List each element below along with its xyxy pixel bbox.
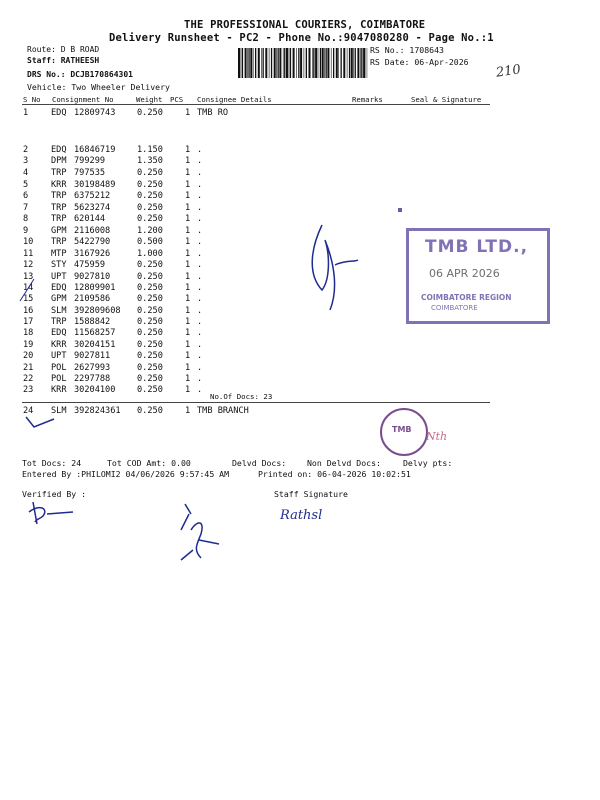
row-prefix: EDQ [51, 145, 67, 155]
runsheet-title: Delivery Runsheet - PC2 - Phone No.:9047080280 - Page No.:1 [109, 32, 494, 44]
barcode-bar [293, 48, 295, 78]
verifier-signature [25, 498, 75, 528]
row-consignee: . [197, 363, 203, 373]
row-consignee: . [197, 374, 203, 384]
pen-mark [18, 275, 38, 305]
row-weight: 1.200 [137, 226, 163, 236]
row-pcs: 1 [185, 156, 191, 166]
row-sno: 18 [23, 328, 34, 338]
row-sno: 6 [23, 191, 29, 201]
delvd-docs: Delvd Docs: [232, 458, 287, 468]
row-weight: 0.250 [137, 191, 163, 201]
row-consignee: . [197, 283, 203, 293]
barcode-bar [313, 48, 314, 78]
row-prefix: TRP [51, 203, 67, 213]
row-weight: 1.150 [137, 145, 163, 155]
round-seal-text: TMB [392, 425, 412, 434]
row-consignment: 30198489 [74, 180, 116, 190]
header-divider [22, 104, 490, 105]
row-pcs: 1 [185, 306, 191, 316]
table-row [0, 156, 600, 168]
row-weight: 1.350 [137, 156, 163, 166]
barcode-bar [258, 48, 260, 78]
barcode-bar [347, 48, 348, 78]
row-prefix: POL [51, 374, 67, 384]
row-weight: 0.250 [137, 385, 163, 395]
row-weight: 0.250 [137, 108, 163, 118]
barcode-bar [274, 48, 276, 78]
col-seal: Seal & Signature [411, 95, 482, 104]
printed-on: Printed on: 06-04-2026 10:02:51 [258, 469, 411, 479]
row24-divider [22, 402, 490, 403]
row-consignment: 3167926 [74, 249, 111, 259]
col-remarks: Remarks [352, 95, 383, 104]
consignee-signature [300, 220, 360, 315]
row-pcs: 1 [185, 260, 191, 270]
row-consignment: 2109586 [74, 294, 111, 304]
barcode-bar [326, 48, 327, 78]
barcode-bar [353, 48, 354, 78]
table-row [0, 191, 600, 203]
row-sno: 16 [23, 306, 34, 316]
round-seal [380, 408, 428, 456]
row-pcs: 1 [185, 226, 191, 236]
row-consignee: . [197, 237, 203, 247]
row-weight: 0.250 [137, 328, 163, 338]
barcode-bar [263, 48, 264, 78]
row-consignment: 475959 [74, 260, 106, 270]
row-weight: 0.250 [137, 283, 163, 293]
row-prefix: TRP [51, 237, 67, 247]
stamp-title: TMB LTD., [425, 237, 529, 257]
vehicle-label: Vehicle: Two Wheeler Delivery [27, 82, 170, 92]
barcode-bar [289, 48, 290, 78]
barcode-bar [247, 48, 248, 78]
barcode-bar [363, 48, 365, 78]
barcode-bar [284, 48, 285, 78]
row-sno: 17 [23, 317, 34, 327]
staff-signature-mark [175, 500, 225, 565]
delvy-pts: Delvy pts: [403, 458, 453, 468]
row-consignee: . [197, 145, 203, 155]
initials-note: Nth [426, 430, 448, 443]
row-consignment: 5422790 [74, 237, 111, 247]
row-consignee: . [197, 180, 203, 190]
row-weight: 1.000 [137, 249, 163, 259]
barcode-bar [250, 48, 252, 78]
row-consignment: 2627993 [74, 363, 111, 373]
row-pcs: 1 [185, 317, 191, 327]
table-row [0, 406, 600, 418]
row-prefix: SLM [51, 406, 67, 416]
row-prefix: DPM [51, 156, 67, 166]
row-prefix: KRR [51, 180, 67, 190]
barcode [238, 48, 368, 78]
barcode-bar [324, 48, 325, 78]
stamp-line1: COIMBATORE REGION [421, 293, 512, 302]
drs-label: DRS No.: DCJB170864301 [27, 70, 133, 79]
row-consignee: . [197, 272, 203, 282]
row-consignee: . [197, 351, 203, 361]
row-pcs: 1 [185, 168, 191, 178]
barcode-bar [351, 48, 353, 78]
row-consignee: . [197, 385, 203, 395]
row-consignment: 30204100 [74, 385, 116, 395]
row-consignment: 30204151 [74, 340, 116, 350]
barcode-bar [261, 48, 262, 78]
row-weight: 0.250 [137, 180, 163, 190]
barcode-bar [278, 48, 279, 78]
barcode-bar [338, 48, 339, 78]
row-sno: 22 [23, 374, 34, 384]
row-weight: 0.250 [137, 306, 163, 316]
row-consignment: 392824361 [74, 406, 121, 416]
row-pcs: 1 [185, 294, 191, 304]
row-consignee: . [197, 317, 203, 327]
row-pcs: 1 [185, 145, 191, 155]
barcode-bar [242, 48, 243, 78]
row-sno: 1 [23, 108, 29, 118]
row-sno: 12 [23, 260, 34, 270]
barcode-bar [245, 48, 247, 78]
row-sno: 14 [23, 283, 34, 293]
barcode-bar [343, 48, 345, 78]
barcode-bar [271, 48, 272, 78]
row-prefix: GPM [51, 294, 67, 304]
barcode-bar [304, 48, 305, 78]
barcode-bar [315, 48, 317, 78]
barcode-bar [286, 48, 288, 78]
row-consignee: . [197, 226, 203, 236]
row-prefix: TRP [51, 168, 67, 178]
barcode-bar [309, 48, 311, 78]
barcode-bar [341, 48, 342, 78]
row-pcs: 1 [185, 340, 191, 350]
row-prefix: EDQ [51, 328, 67, 338]
row-weight: 0.250 [137, 294, 163, 304]
barcode-bar [336, 48, 338, 78]
row-pcs: 1 [185, 351, 191, 361]
barcode-bar [279, 48, 281, 78]
row-pcs: 1 [185, 283, 191, 293]
row-consignee: . [197, 328, 203, 338]
row-prefix: GPM [51, 226, 67, 236]
row-consignee: . [197, 156, 203, 166]
row-consignee: . [197, 260, 203, 270]
row-prefix: UPT [51, 272, 67, 282]
row-weight: 0.250 [137, 214, 163, 224]
row-weight: 0.250 [137, 406, 163, 416]
barcode-bar [269, 48, 270, 78]
row-pcs: 1 [185, 203, 191, 213]
col-sno: S No [23, 95, 41, 104]
barcode-bar [361, 48, 362, 78]
row-prefix: TRP [51, 317, 67, 327]
row-consignment: 392809608 [74, 306, 121, 316]
stamp-date: 06 APR 2026 [429, 267, 500, 280]
company-title: THE PROFESSIONAL COURIERS, COIMBATORE [184, 19, 426, 31]
row-pcs: 1 [185, 374, 191, 384]
barcode-bar [322, 48, 324, 78]
row-sno: 20 [23, 351, 34, 361]
row-weight: 0.250 [137, 317, 163, 327]
row-pcs: 1 [185, 237, 191, 247]
row-consignee: . [197, 306, 203, 316]
row-consignment: 797535 [74, 168, 106, 178]
barcode-bar [312, 48, 313, 78]
row-prefix: SLM [51, 306, 67, 316]
barcode-bar [255, 48, 256, 78]
row-pcs: 1 [185, 363, 191, 373]
row-consignment: 12809743 [74, 108, 116, 118]
row-consignment: 16846719 [74, 145, 116, 155]
row-sno: 4 [23, 168, 29, 178]
row-weight: 0.250 [137, 272, 163, 282]
row-consignment: 12809901 [74, 283, 116, 293]
row-sno: 21 [23, 363, 34, 373]
table-row [0, 168, 600, 180]
bank-stamp [406, 228, 550, 324]
row-weight: 0.250 [137, 168, 163, 178]
barcode-bar [283, 48, 284, 78]
entered-by: Entered By :PHILOMI2 04/06/2026 9:57:45 AM [22, 469, 230, 479]
row-sno: 2 [23, 145, 29, 155]
row-consignment: 799299 [74, 156, 106, 166]
barcode-bar [238, 48, 240, 78]
row-weight: 0.250 [137, 363, 163, 373]
row-sno: 10 [23, 237, 34, 247]
row-sno: 13 [23, 272, 34, 282]
row-prefix: STY [51, 260, 67, 270]
barcode-bar [300, 48, 302, 78]
row-weight: 0.500 [137, 237, 163, 247]
barcode-bar [333, 48, 334, 78]
row-sno: 5 [23, 180, 29, 190]
rs-date: RS Date: 06-Apr-2026 [370, 57, 469, 67]
row-consignee: . [197, 203, 203, 213]
table-row [0, 385, 600, 397]
row-pcs: 1 [185, 272, 191, 282]
row-consignee: . [197, 340, 203, 350]
row-prefix: KRR [51, 385, 67, 395]
handwritten-note: 210 [495, 62, 522, 81]
row-prefix: TRP [51, 214, 67, 224]
row-pcs: 1 [185, 108, 191, 118]
row-sno: 24 [23, 406, 34, 416]
row-weight: 0.250 [137, 260, 163, 270]
table-row [0, 351, 600, 363]
route-label: Route: D B ROAD [27, 45, 100, 54]
tot-cod: Tot COD Amt: 0.00 [107, 458, 191, 468]
row-consignment: 2297788 [74, 374, 111, 384]
row-sno: 9 [23, 226, 29, 236]
row-pcs: 1 [185, 249, 191, 259]
staff-signature: Rathsl [280, 508, 323, 523]
row-consignment: 9027810 [74, 272, 111, 282]
barcode-bar [355, 48, 356, 78]
row-consignment: 9027811 [74, 351, 111, 361]
barcode-bar [296, 48, 297, 78]
row-consignment: 11568257 [74, 328, 116, 338]
barcode-bar [360, 48, 361, 78]
row-weight: 0.250 [137, 203, 163, 213]
barcode-bar [248, 48, 249, 78]
tick-mark [20, 395, 60, 435]
row-pcs: 1 [185, 406, 191, 416]
row-consignee: . [197, 249, 203, 259]
staff-signature-label: Staff Signature [274, 489, 348, 499]
no-of-docs: No.Of Docs: 23 [210, 392, 273, 401]
barcode-bar [320, 48, 321, 78]
row-weight: 0.250 [137, 340, 163, 350]
staff-label: Staff: RATHEESH [27, 56, 100, 65]
row-sno: 3 [23, 156, 29, 166]
row-prefix: EDQ [51, 108, 67, 118]
row-prefix: POL [51, 363, 67, 373]
barcode-bar [366, 48, 367, 78]
row-consignee: . [197, 168, 203, 178]
row-prefix: EDQ [51, 283, 67, 293]
row-consignment: 2116008 [74, 226, 111, 236]
col-weight: Weight [136, 95, 163, 104]
barcode-bar [276, 48, 277, 78]
row-consignment: 620144 [74, 214, 106, 224]
rs-no: RS No.: 1708643 [370, 45, 444, 55]
row-sno: 19 [23, 340, 34, 350]
table-row [0, 328, 600, 340]
col-pcs: PCS [170, 95, 184, 104]
stamp-line2: COIMBATORE [431, 304, 478, 312]
barcode-bar [290, 48, 291, 78]
row-weight: 0.250 [137, 374, 163, 384]
tot-docs: Tot Docs: 24 [22, 458, 82, 468]
row-consignee: TMB BRANCH [197, 406, 249, 416]
col-consignment: Consignment No [52, 95, 114, 104]
row-sno: 7 [23, 203, 29, 213]
row-consignment: 6375212 [74, 191, 111, 201]
row-pcs: 1 [185, 385, 191, 395]
table-row [0, 108, 600, 120]
row-prefix: TRP [51, 191, 67, 201]
row-pcs: 1 [185, 328, 191, 338]
barcode-bar [298, 48, 299, 78]
row-prefix: UPT [51, 351, 67, 361]
row-pcs: 1 [185, 214, 191, 224]
barcode-bar [331, 48, 332, 78]
barcode-bar [318, 48, 319, 78]
col-consignee: Consignee Details [197, 95, 272, 104]
barcode-bar [327, 48, 329, 78]
row-prefix: KRR [51, 340, 67, 350]
non-delvd-docs: Non Delvd Docs: [307, 458, 381, 468]
row-consignee: TMB RO [197, 108, 229, 118]
row-consignee: . [197, 294, 203, 304]
barcode-bar [253, 48, 254, 78]
row-sno: 8 [23, 214, 29, 224]
barcode-bar [306, 48, 307, 78]
barcode-bar [349, 48, 350, 78]
row-consignee: . [197, 214, 203, 224]
barcode-bar [357, 48, 359, 78]
row-consignment: 1588842 [74, 317, 111, 327]
stamp-dot [398, 208, 402, 212]
barcode-bar [241, 48, 242, 78]
row-consignment: 5623274 [74, 203, 111, 213]
row-pcs: 1 [185, 191, 191, 201]
barcode-bar [265, 48, 267, 78]
row-sno: 23 [23, 385, 34, 395]
row-weight: 0.250 [137, 351, 163, 361]
row-sno: 15 [23, 294, 34, 304]
row-prefix: MTP [51, 249, 67, 259]
row-consignee: . [197, 191, 203, 201]
row-pcs: 1 [185, 180, 191, 190]
row-sno: 11 [23, 249, 34, 259]
verified-by: Verified By : [22, 489, 87, 499]
